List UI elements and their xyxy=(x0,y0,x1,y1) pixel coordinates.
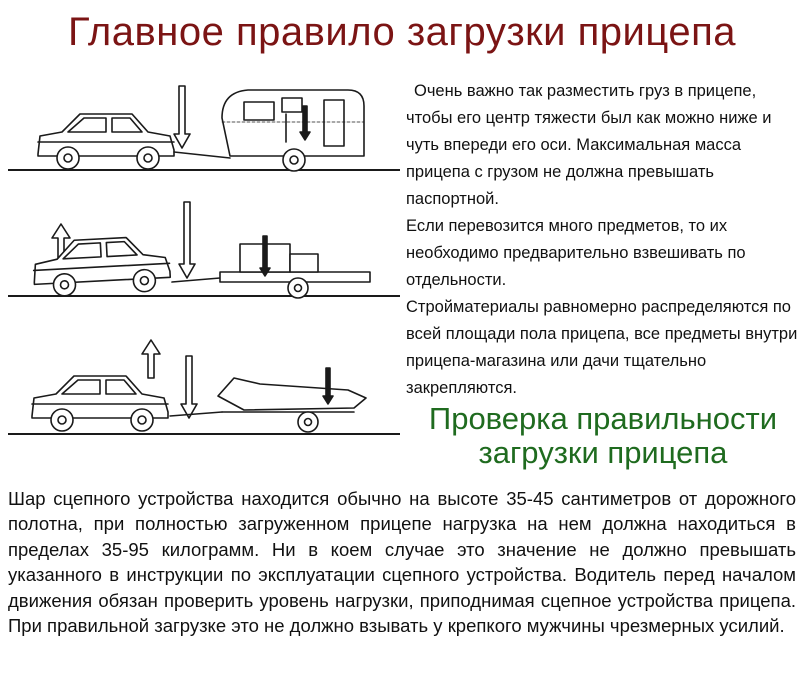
down-arrow-icon xyxy=(174,86,190,148)
panel-car-caravan xyxy=(8,86,400,171)
car-icon xyxy=(32,235,171,297)
down-arrow-icon xyxy=(323,368,333,404)
load-check-paragraph: Шар сцепного устройства находится обычно на высоте 35-45 сантиметров от дорожного полотна, при полностью загруженном прицепе нагрузка на нем должна находиться в пределах 35-95 килограмм. Ни в коем случае это значение не должно превышать указанного в инструкции по эксплуатации сцепного устройства. Водитель перед началом движения обязан проверить уровень нагрузки, приподнимая сцепное устройства прицепа. При правильной загрузке это не должно взывать у крепкого мужчины чрезмерных усилий. xyxy=(8,488,796,637)
car-icon xyxy=(38,114,174,169)
subtitle-line-2: загрузки прицепа xyxy=(478,435,728,470)
boat-trailer-icon xyxy=(218,378,366,432)
down-arrow-icon xyxy=(181,356,197,418)
rule-paragraph-3: Стройматериалы равномерно распределяются по всей площади пола прицепа, все предметы внутри прицепа-магазина или дачи тщательно закрепляются. xyxy=(406,298,798,397)
rule-paragraph-1: Очень важно так разместить груз в прицепе, чтобы его центр тяжести был как можно ниже и чуть впереди его оси. Максимальная масса прицепа с грузом не должна превышать паспортной. xyxy=(406,82,772,208)
page-title: Главное правило загрузки прицепа xyxy=(68,10,736,54)
rule-paragraph-2: Если перевозится много предметов, то их необходимо предварительно взвешивать по отдельности. xyxy=(406,217,746,289)
down-arrow-icon xyxy=(179,202,195,278)
panel-car-flatbed-trailer xyxy=(8,202,400,298)
caravan-icon xyxy=(222,90,364,171)
panel-car-boat-trailer xyxy=(8,340,400,434)
car-icon xyxy=(32,376,168,431)
section-subtitle xyxy=(406,402,800,470)
subtitle-line-1: Проверка правильности xyxy=(428,401,778,436)
up-arrow-icon xyxy=(142,340,160,378)
trailer-loading-illustration xyxy=(8,78,400,452)
loading-rules-text xyxy=(406,78,800,402)
flatbed-trailer-icon xyxy=(220,244,370,298)
